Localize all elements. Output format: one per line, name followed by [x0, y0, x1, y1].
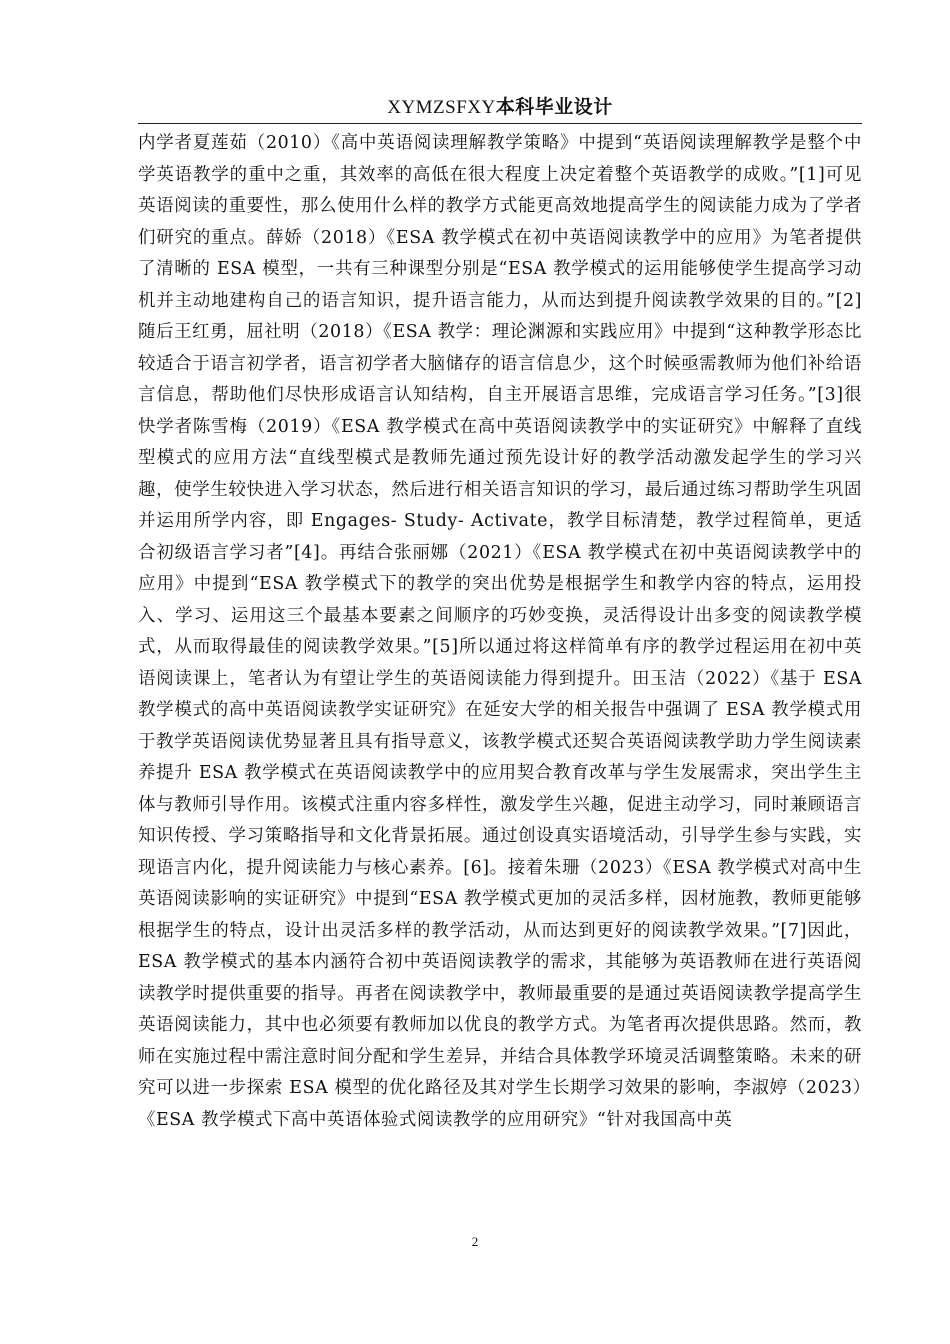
- header-code: XYMZSFXY: [387, 97, 496, 118]
- page-number: 2: [471, 1234, 479, 1249]
- paragraph: 内学者夏莲茹（2010）《高中英语阅读理解教学策略》中提到“英语阅读理解教学是整个中学英语教学的重中之重，其效率的高低在很大程度上决定着整个英语教学的成败。”[1]可见英语阅读的重要性，那么使用什么样的教学方式能更高效地提高学生的阅读能力成为了学者们研究的重点。薛娇（2018）《ESA 教学模式在初中英语阅读教学中的应用》为笔者提供了清晰的 ESA 模型，一共有三种课型分别是“ESA 教学模式的运用能够使学生提高学习动机并主动地建构自己的语言知识，提升语言能力，从而达到提升阅读教学效果的目的。”[2]随后王红勇，屈社明（2018）《ESA 教学：理论渊源和实践应用》中提到“这种教学形态比较适合于语言初学者，语言初学者大脑储存的语言信息少，这个时候亟需教师为他们补给语言信息，帮助他们尽快形成语言认知结构，自主开展语言思维，完成语言学习任务。”[3]很快学者陈雪梅（2019）《ESA 教学模式在高中英语阅读教学中的实证研究》中解释了直线型模式的应用方法“直线型模式是教师先通过预先设计好的教学活动激发起学生的学习兴趣，使学生较快进入学习状态，然后进行相关语言知识的学习，最后通过练习帮助学生巩固并运用所学内容，即 Engages- Study- Activate，教学目标清楚，教学过程简单，更适合初级语言学习者”[4]。再结合张丽娜（2021）《ESA 教学模式在初中英语阅读教学中的应用》中提到“ESA 教学模式下的教学的突出优势是根据学生和教学内容的特点，运用投入、学习、运用这三个最基本要素之间顺序的巧妙变换，灵活得设计出多变的阅读教学模式，从而取得最佳的阅读教学效果。”[5]所以通过将这样简单有序的教学过程运用在初中英语阅读课上，笔者认为有望让学生的英语阅读能力得到提升。田玉洁（2022）《基于 ESA 教学模式的高中英语阅读教学实证研究》在延安大学的相关报告中强调了 ESA 教学模式用于教学英语阅读优势显著且具有指导意义，该教学模式还契合英语阅读教学助力学生阅读素养提升 ESA 教学模式在英语阅读教学中的应用契合教育改革与学生发展需求，突出学生主体与教师引导作用。该模式注重内容多样性，激发学生兴趣，促进主动学习，同时兼顾语言知识传授、学习策略指导和文化背景拓展。通过创设真实语境活动，引导学生参与实践，实现语言内化，提升阅读能力与核心素养。[6]。接着朱珊（2023）《ESA 教学模式对高中生英语阅读影响的实证研究》中提到“ESA 教学模式更加的灵活多样，因材施教，教师更能够根据学生的特点，设计出灵活多样的教学活动，从而达到更好的阅读教学效果。”[7]因此，ESA 教学模式的基本内涵符合初中英语阅读教学的需求，其能够为英语教师在进行英语阅读教学时提供重要的指导。再者在阅读教学中，教师最重要的是通过英语阅读教学提高学生英语阅读能力，其中也必须要有教师加以优良的教学方式。为笔者再次提供思路。然而，教师在实施过程中需注意时间分配和学生差异，并结合具体教学环境灵活调整策略。未来的研究可以进一步探索 ESA 模型的优化路径及其对学生长期学习效果的影响，李淑婷（2023）《ESA 教学模式下高中英语体验式阅读教学的应用研究》“针对我国高中英: [138, 133, 862, 1130]
- page-header: [138, 92, 862, 124]
- body-text: [138, 128, 862, 1136]
- header-title: 本科毕业设计: [495, 96, 613, 118]
